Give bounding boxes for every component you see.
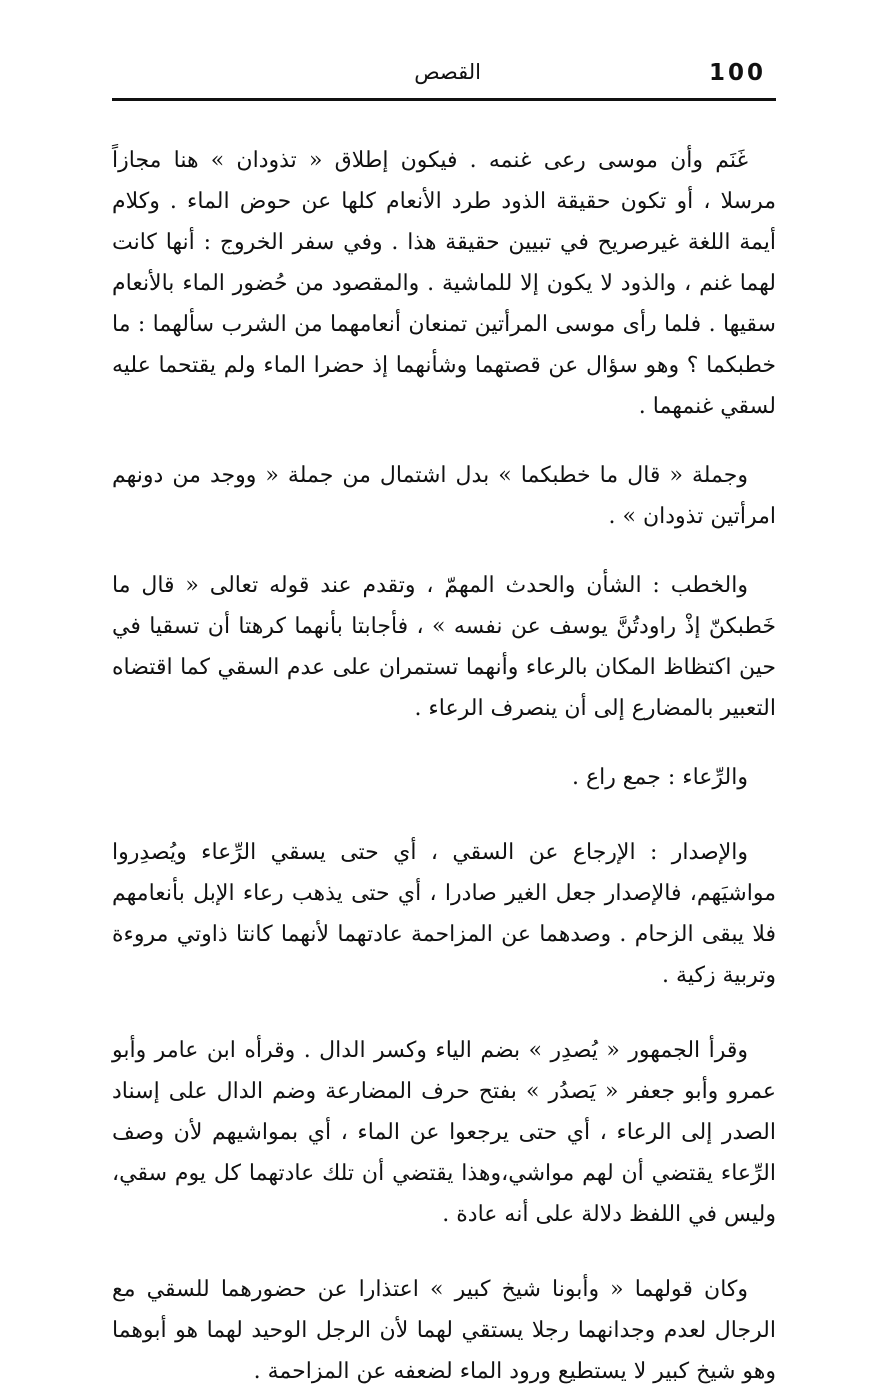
page-header (112, 58, 776, 101)
body-text (112, 140, 776, 1392)
paragraph-qiraat: وقرأ الجمهور « يُصدِر » بضم الياء وكسر الدال . وقرأه ابن عامر وأبو عمرو وأبو جعفر « يَصدُر » بفتح حرف المضارعة وضم الدال على إسناد الصدر إلى الرعاء ، أي حتى يرجعوا عن الماء ، أي بمواشيهم لأن وصف الرِّعاء يقتضي أن لهم مواشي،وهذا يقتضي أن تلك عادتهما كل يوم سقي، وليس في اللفظ دلالة على أنه عادة . (112, 1038, 776, 1227)
paragraph-tadhudan: غَنَم وأن موسى رعى غنمه . فيكون إطلاق « تذودان » هنا مجازاً مرسلا ، أو تكون حقيقة الذود طرد الأنعام كلها عن حوض الماء . وكلام أيمة اللغة غيرصريح في تبيين حقيقة هذا . وفي سفر الخروج : أنها كانت لهما غنم ، والذود لا يكون إلا للماشية . والمقصود من حُضور الماء بالأنعام سقيها . فلما رأى موسى المرأتين تمنعان أنعامهما من الشرب سألهما : ما خطبكما ؟ وهو سؤال عن قصتهما وشأنهما إذ حضرا الماء ولم يقتحما عليه لسقي غنمهما . (112, 148, 776, 419)
paragraph-ria: والرِّعاء : جمع راع . (571, 765, 748, 790)
paragraph-jumla: وجملة « قال ما خطبكما » بدل اشتمال من جملة « ووجد من دونهم امرأتين تذودان » . (112, 463, 776, 529)
paragraph-isdar: والإصدار : الإرجاع عن السقي ، أي حتى يسقي الرِّعاء ويُصدِروا مواشيَهم، فالإصدار جعل الغير صادرا ، أي حتى يذهب رعاء الإبل بأنعامهم فلا يبقى الزحام . وصدهما عن المزاحمة عادتهما لأنهما كانتا ذاوتي مروءة وتربية زكية . (112, 840, 776, 988)
paragraph-abuna: وكان قولهما « وأبونا شيخ كبير » اعتذارا عن حضورهما للسقي مع الرجال لعدم وجدانهما رجلا يستقي لهما لأن الرجل الوحيد لهما هو أبوهما وهو شيخ كبير لا يستطيع ورود الماء لضعفه عن المزاحمة . (112, 1277, 776, 1384)
running-title: القصص (414, 60, 481, 84)
page-number: 100 (708, 60, 766, 86)
paragraph-khatb: والخطب : الشأن والحدث المهمّ ، وتقدم عند قوله تعالى « قال ما خَطبكنّ إذْ راودتُنَّ يوسف عن نفسه » ، فأجابتا بأنهما كرهتا أن تسقيا في حين اكتظاظ المكان بالرعاء وأنهما تستمران على عدم السقي كما اقتضاه التعبير بالمضارع إلى أن ينصرف الرعاء . (112, 573, 776, 721)
